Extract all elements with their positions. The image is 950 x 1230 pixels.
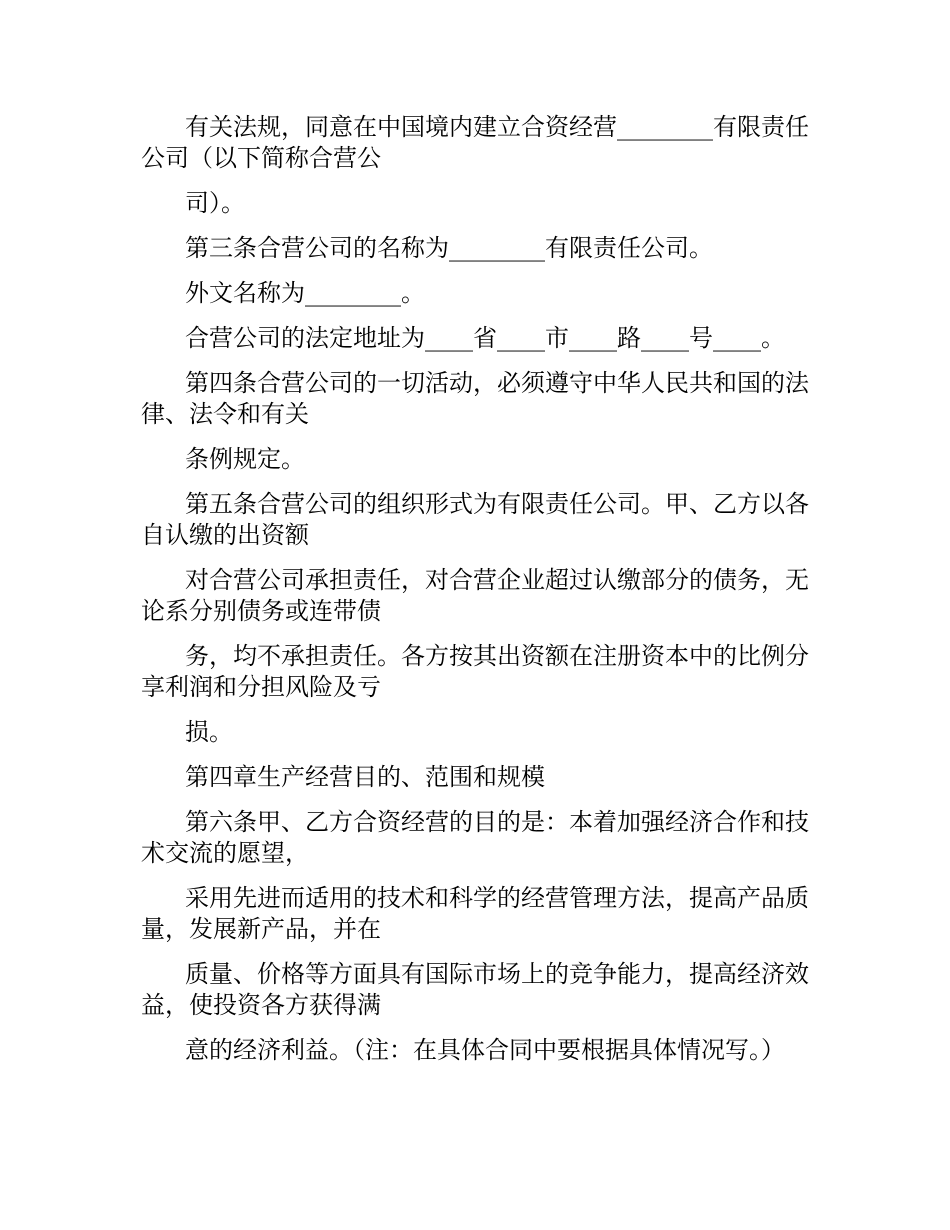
paragraph-article-6-cont-1: 采用先进而适用的技术和科学的经营管理方法，提高产品质量，发展新产品，并在: [141, 884, 809, 943]
paragraph-article-5-cont-1: 对合营公司承担责任，对合营企业超过认缴部分的债务，无论系分别债务或连带债: [141, 566, 809, 625]
paragraph-article-6-cont-3: 意的经济利益。（注：在具体合同中要根据具体情况写。）: [185, 1036, 785, 1064]
paragraph-legal-basis: 有关法规，同意在中国境内建立合资经营________有限责任公司（以下简称合营公: [141, 113, 809, 172]
paragraph-legal-basis-cont: 司）。: [185, 189, 245, 217]
paragraph-foreign-name: 外文名称为________。: [185, 279, 425, 307]
paragraph-legal-address: 合营公司的法定地址为____省____市____路____号____。: [185, 324, 785, 352]
paragraph-article-6-cont-2: 质量、价格等方面具有国际市场上的竞争能力，提高经济效益，使投资各方获得满: [141, 960, 809, 1019]
paragraph-article-4: 第四条合营公司的一切活动，必须遵守中华人民共和国的法律、法令和有关: [141, 369, 809, 428]
paragraph-article-6: 第六条甲、乙方合资经营的目的是：本着加强经济合作和技术交流的愿望，: [141, 808, 809, 867]
paragraph-article-4-cont: 条例规定。: [185, 445, 305, 473]
paragraph-article-3-name: 第三条合营公司的名称为________有限责任公司。: [185, 234, 713, 262]
paragraph-article-5: 第五条合营公司的组织形式为有限责任公司。甲、乙方以各自认缴的出资额: [141, 490, 809, 549]
paragraph-article-5-cont-3: 损。: [185, 718, 233, 746]
document-page: [141, 112, 813, 1080]
chapter-4-heading: 第四章生产经营目的、范围和规模: [185, 763, 545, 791]
paragraph-article-5-cont-2: 务，均不承担责任。各方按其出资额在注册资本中的比例分享利润和分担风险及亏: [141, 642, 809, 701]
